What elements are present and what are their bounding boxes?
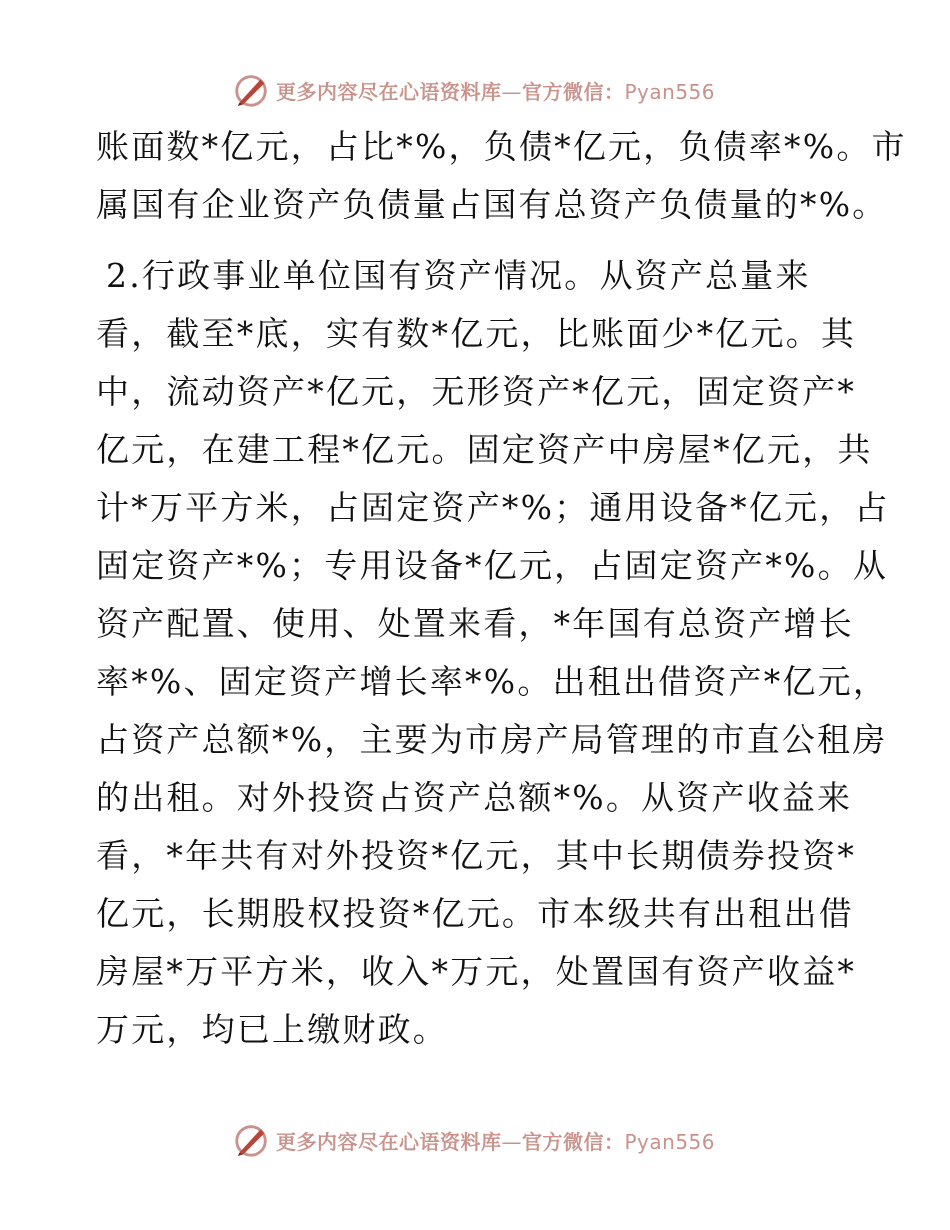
text-line: 计*万平方米，占固定资产*%；通用设备*亿元，占 [96, 488, 890, 527]
text-line: 亿元，在建工程*亿元。固定资产中房屋*亿元，共 [96, 430, 873, 469]
watermark-text: 更多内容尽在心语资料库—官方微信：Pyan556 [276, 79, 716, 104]
text-line: 看，截至*底，实有数*亿元，比账面少*亿元。其 [96, 314, 857, 353]
text-line: 亿元，长期股权投资*亿元。市本级共有出租出借 [96, 894, 854, 933]
text-line: 占资产总额*%，主要为市房产局管理的市直公租房 [96, 720, 888, 759]
pen-logo-icon [232, 71, 270, 109]
text-line: 万元，均已上缴财政。 [96, 1010, 448, 1049]
watermark-text: 更多内容尽在心语资料库—官方微信：Pyan556 [276, 1129, 716, 1154]
header-watermark [232, 70, 715, 110]
text-line: 房屋*万平方米，收入*万元，处置国有资产收益* [96, 952, 857, 991]
text-line: 看，*年共有对外投资*亿元，其中长期债券投资* [96, 836, 857, 875]
text-line: 中，流动资产*亿元，无形资产*亿元，固定资产* [96, 372, 857, 411]
text-line: 账面数*亿元，占比*%，负债*亿元，负债率*%。市 [96, 127, 907, 166]
text-line: 属国有企业资产负债量占国有总资产负债量的*%。 [96, 185, 888, 224]
text-line: 固定资产*%；专用设备*亿元，占固定资产*%。从 [96, 546, 889, 585]
text-line: 资产配置、使用、处置来看，*年国有总资产增长 [96, 604, 854, 643]
text-line: 率*%、固定资产增长率*%。出租出借资产*亿元， [96, 662, 889, 701]
text-line: 的出租。对外投资占资产总额*%。从资产收益来 [96, 778, 853, 817]
text-line: 2.行政事业单位国有资产情况。从资产总量来 [106, 256, 811, 295]
footer-watermark [232, 1120, 715, 1160]
pen-logo-icon [232, 1121, 270, 1159]
